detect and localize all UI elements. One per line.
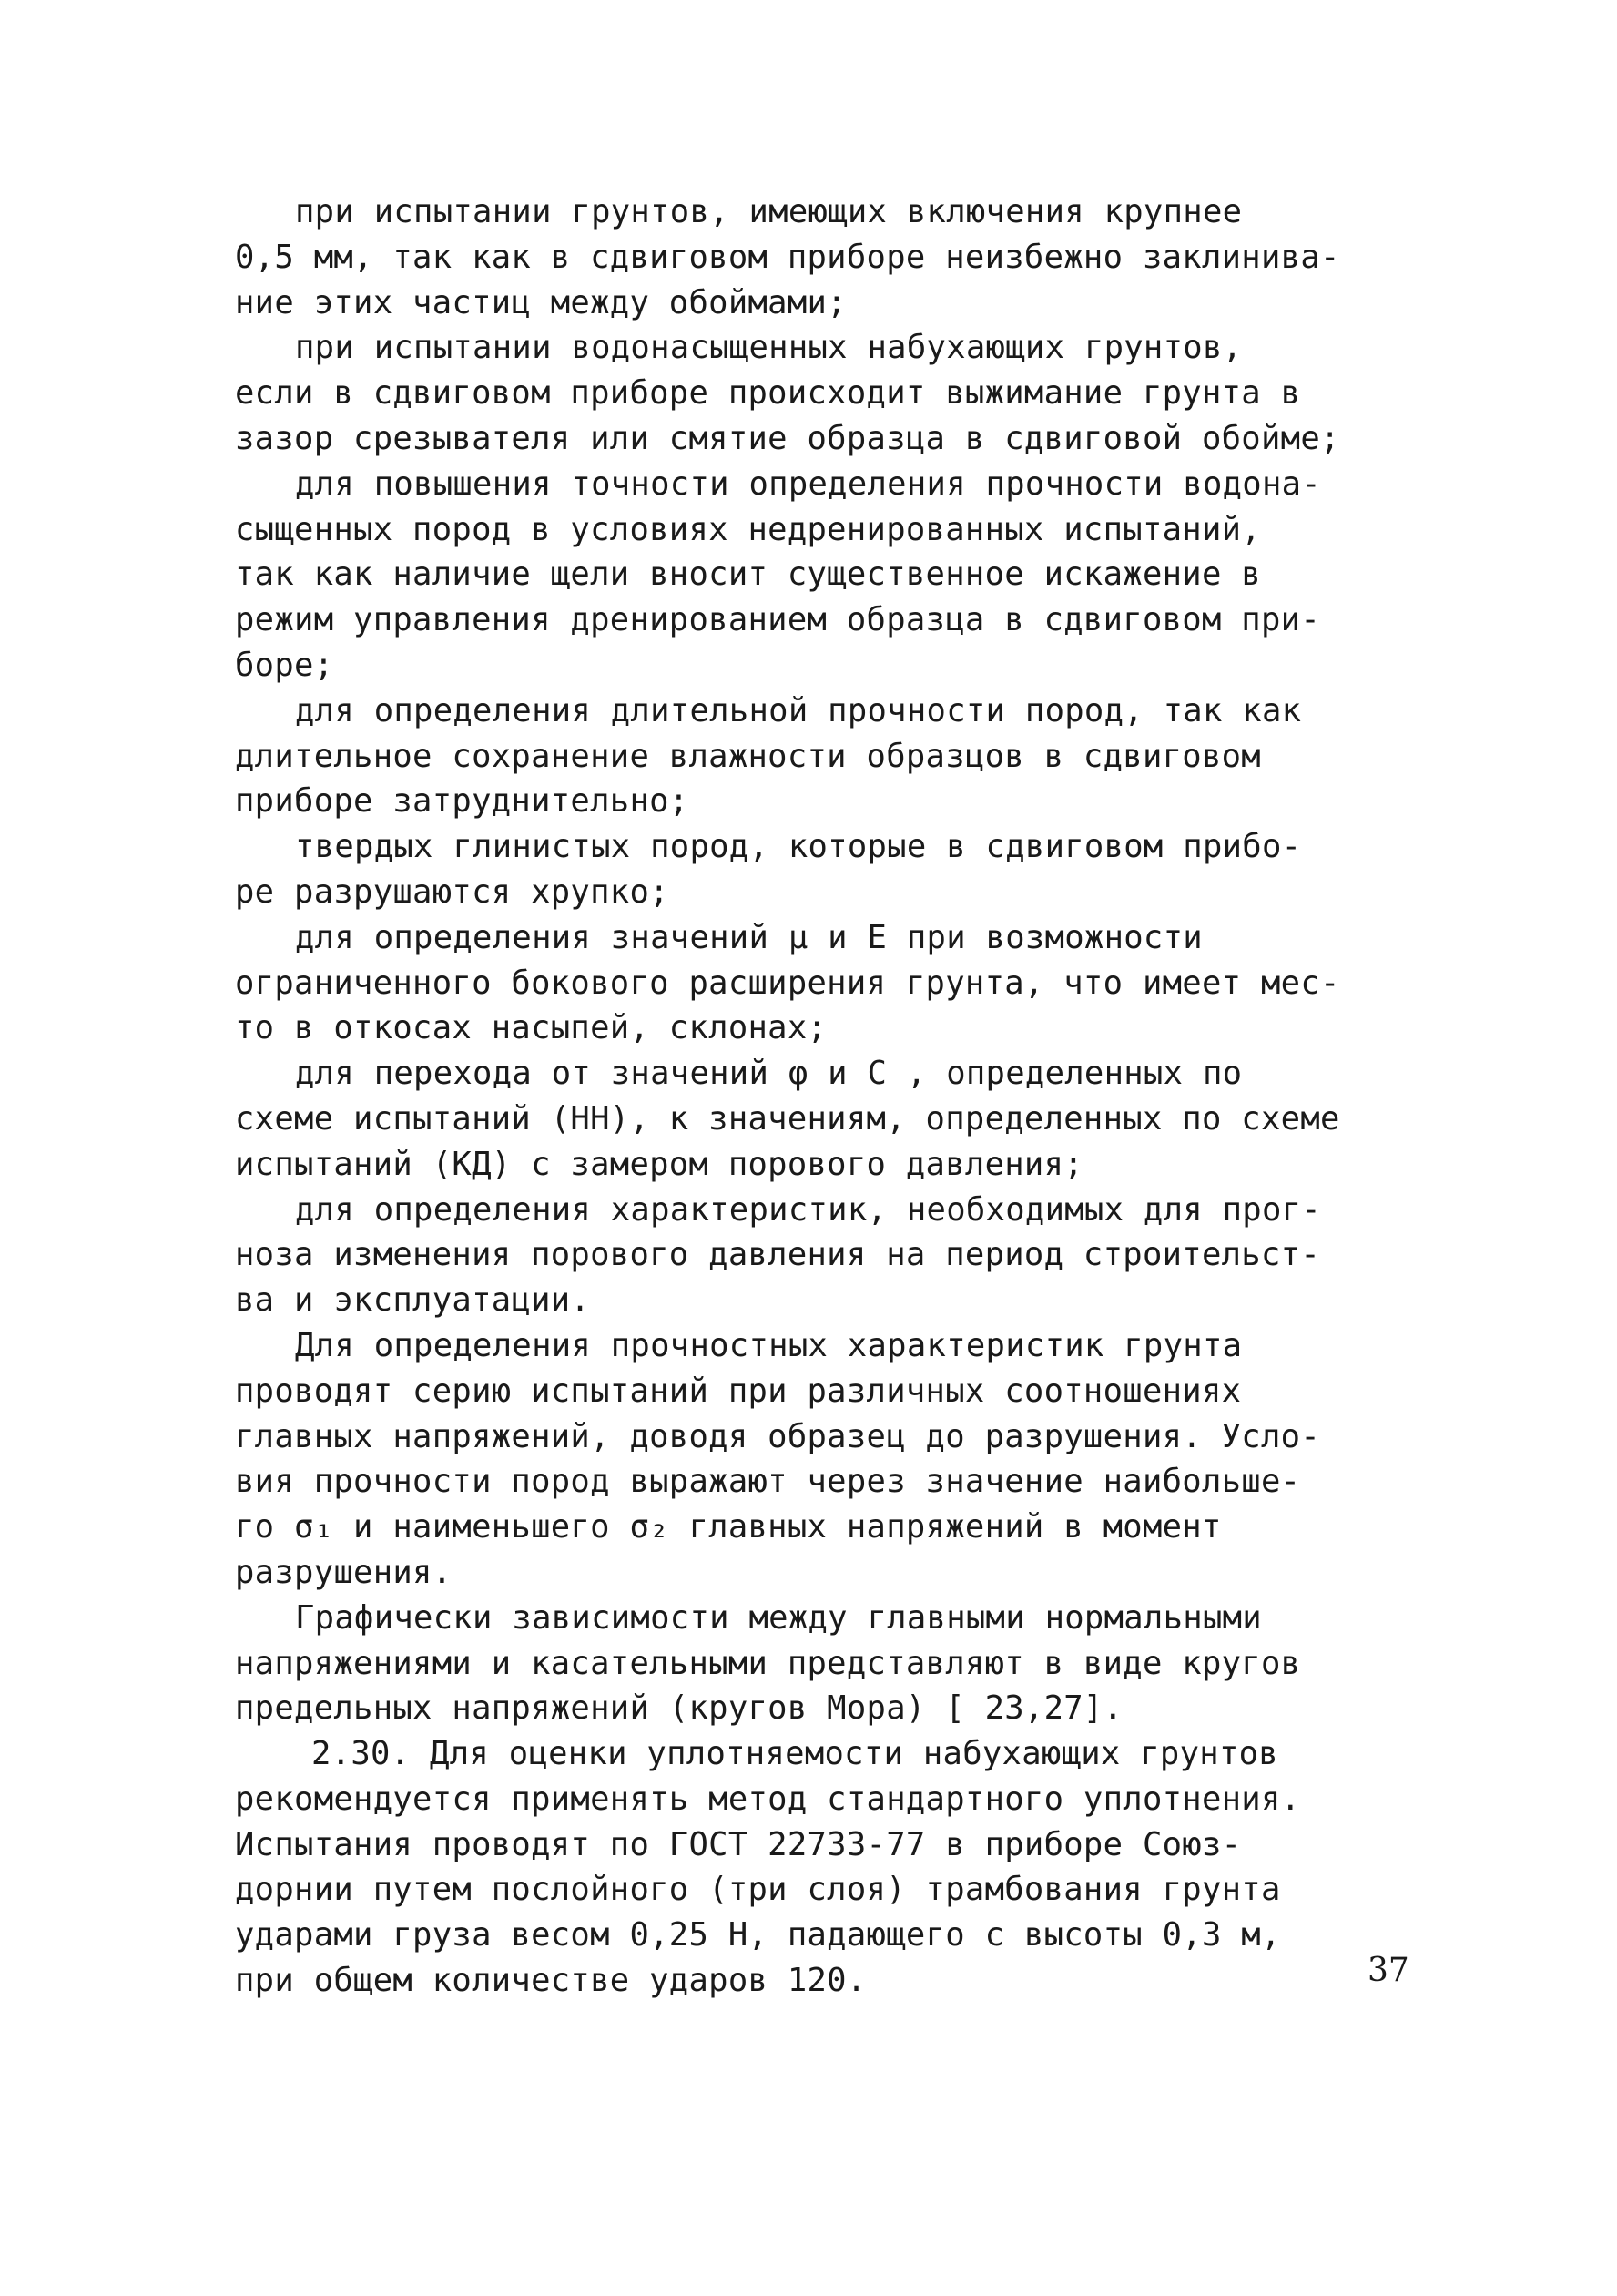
text-line: для определения значений μ и E при возможности	[295, 918, 1203, 956]
text-line: 0,5 мм, так как в сдвиговом приборе неизбежно заклинива-	[235, 238, 1340, 276]
text-line: при испытании водонасыщенных набухающих грунтов,	[295, 329, 1243, 367]
document-page	[235, 189, 1455, 2004]
text-line: для перехода от значений φ и C , определенных по	[295, 1055, 1243, 1093]
text-line: разрушения.	[235, 1553, 453, 1591]
text-line: главных напряжений, доводя образец до разрушения. Усло-	[235, 1417, 1321, 1455]
text-line: если в сдвиговом приборе происходит выжимание грунта в	[235, 374, 1301, 413]
text-line: рекомендуется применять метод стандартного уплотнения.	[235, 1780, 1301, 1818]
text-line: ре разрушаются хрупко;	[235, 872, 669, 911]
text-line: го σ₁ и наименьшего σ₂ главных напряжений в момент	[235, 1508, 1222, 1546]
text-line: сыщенных пород в условиях недренированных испытаний,	[235, 510, 1261, 548]
text-line: боре;	[235, 646, 334, 684]
text-line: при общем количестве ударов 120.	[235, 1962, 867, 2000]
text-line: Для определения прочностных характеристик грунта	[295, 1326, 1243, 1364]
text-line: ноза изменения порового давления на период строительст-	[235, 1236, 1321, 1274]
text-line: ударами груза весом 0,25 Н, падающего с высоты 0,3 м,	[235, 1916, 1281, 1954]
text-line: Графически зависимости между главными нормальными	[295, 1598, 1262, 1637]
text-line: то в откосах насыпей, склонах;	[235, 1009, 828, 1047]
text-line: ние этих частиц между обоймами;	[235, 283, 847, 321]
text-line: ва и эксплуатации.	[235, 1281, 591, 1320]
text-line: режим управления дренированием образца в сдвиговом при-	[235, 601, 1321, 639]
text-line: при испытании грунтов, имеющих включения крупнее	[295, 193, 1243, 230]
text-line: зазор срезывателя или смятие образца в сдвиговой обойме;	[235, 419, 1340, 457]
text-line: схеме испытаний (НН), к значениям, определенных по схеме	[235, 1099, 1340, 1138]
text-line: так как наличие щели вносит существенное искажение в	[235, 556, 1261, 594]
text-line: испытаний (КД) с замером порового давления;	[235, 1145, 1083, 1183]
text-line: длительное сохранение влажности образцов в сдвиговом	[235, 737, 1261, 775]
text-line: ограниченного бокового расширения грунта, что имеет мес-	[235, 964, 1340, 1002]
text-line: проводят серию испытаний при различных соотношениях	[235, 1372, 1242, 1410]
text-line: дорнии путем послойного (три слоя) трамбования грунта	[235, 1871, 1281, 1909]
page-number: 37	[1368, 1952, 1409, 1989]
section-line: 2.30. Для оценки уплотняемости набухающих грунтов	[311, 1735, 1278, 1773]
text-line: Испытания проводят по ГОСТ 22733-77 в приборе Союз-	[235, 1825, 1242, 1863]
text-line: вия прочности пород выражают через значение наибольше-	[235, 1463, 1301, 1501]
text-line: для определения характеристик, необходимых для прог-	[295, 1190, 1321, 1229]
text-line: приборе затруднительно;	[235, 782, 689, 821]
text-line: для определения длительной прочности пород, так как	[295, 691, 1302, 730]
text-line: предельных напряжений (кругов Мора) [ 23,27].	[235, 1689, 1124, 1728]
text-line: напряжениями и касательными представляют в виде кругов	[235, 1644, 1301, 1682]
text-line: твердых глинистых пород, которые в сдвиговом прибо-	[295, 828, 1302, 866]
text-line: для повышения точности определения прочности водона-	[295, 464, 1321, 503]
